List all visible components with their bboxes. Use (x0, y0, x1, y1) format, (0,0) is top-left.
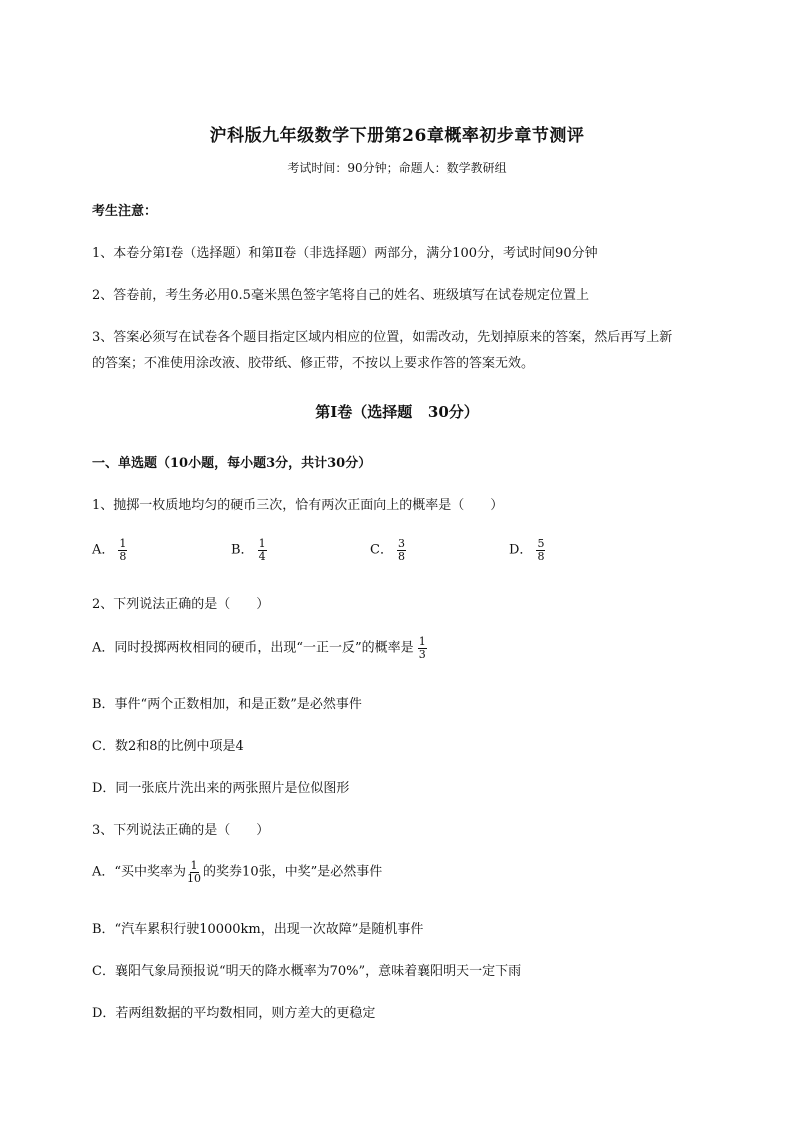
note-item: 2、答卷前，考生务必用0.5毫米黑色签字笔将自己的姓名、班级填写在试卷规定位置上 (92, 288, 589, 303)
fraction-numerator: 1 (418, 635, 426, 648)
option-text: A．同时投掷两枚相同的硬币，出现“一正一反”的概率是 (92, 640, 414, 656)
option-b[interactable] (231, 538, 268, 562)
option-label: A． (92, 542, 115, 558)
fraction (418, 636, 427, 660)
note-item: 3、答案必须写在试卷各个题目指定区域内相应的位置，如需改动，先划掉原来的答案，然后再写上新 (92, 330, 673, 345)
fraction (397, 538, 406, 562)
option-c[interactable]: C．襄阳气象局预报说“明天的降水概率为70%”，意味着襄阳明天一定下雨 (92, 964, 522, 979)
option-label: B． (231, 542, 254, 558)
fraction-numerator: 1 (258, 537, 266, 550)
option-d[interactable]: D．同一张底片洗出来的两张照片是位似图形 (92, 781, 350, 796)
option-c[interactable] (370, 538, 407, 562)
note-item: 的答案；不准使用涂改液、胶带纸、修正带，不按以上要求作答的答案无效。 (92, 356, 535, 371)
option-label: D． (509, 542, 533, 558)
question-stem: 1、抛掷一枚质地均匀的硬币三次，恰有两次正面向上的概率是（ ） (92, 498, 504, 513)
fraction (186, 860, 202, 884)
exam-info: 考试时间：90分钟；命题人：数学教研组 (287, 161, 507, 175)
option-d[interactable] (509, 538, 546, 562)
option-text: A．“买中奖率为 (92, 864, 187, 880)
fraction (536, 538, 545, 562)
option-a[interactable] (92, 636, 428, 660)
fraction-denominator: 8 (537, 549, 545, 563)
option-a[interactable] (92, 860, 382, 884)
section-title: 第I卷（选择题 30分） (315, 403, 479, 421)
fraction (258, 538, 267, 562)
notes-heading: 考生注意： (92, 204, 158, 219)
fraction-denominator: 4 (258, 549, 266, 563)
question-stem: 2、下列说法正确的是（ ） (92, 597, 270, 612)
fraction-numerator: 3 (397, 537, 405, 550)
fraction-denominator: 3 (418, 647, 426, 661)
part-title: 一、单选题（10小题，每小题3分，共计30分） (92, 456, 372, 471)
fraction-denominator: 10 (187, 871, 202, 885)
fraction-numerator: 1 (190, 859, 198, 872)
option-a[interactable] (92, 538, 128, 562)
page-title: 沪科版九年级数学下册第26章概率初步章节测评 (209, 126, 585, 146)
question-stem: 3、下列说法正确的是（ ） (92, 823, 270, 838)
note-item: 1、本卷分第I卷（选择题）和第Ⅱ卷（非选择题）两部分，满分100分，考试时间90分钟 (92, 246, 598, 261)
fraction-denominator: 8 (119, 549, 127, 563)
option-b[interactable]: B．“汽车累积行驶10000km，出现一次故障”是随机事件 (92, 922, 424, 937)
fraction (118, 538, 127, 562)
fraction-numerator: 5 (537, 537, 545, 550)
fraction-denominator: 8 (397, 549, 405, 563)
option-label: C． (370, 542, 393, 558)
option-c[interactable]: C．数2和8的比例中项是4 (92, 739, 244, 754)
option-text: 的奖券10张，中奖”是必然事件 (203, 864, 383, 880)
option-d[interactable]: D．若两组数据的平均数相同，则方差大的更稳定 (92, 1006, 376, 1021)
fraction-numerator: 1 (119, 537, 127, 550)
option-b[interactable]: B．事件“两个正数相加，和是正数”是必然事件 (92, 697, 362, 712)
